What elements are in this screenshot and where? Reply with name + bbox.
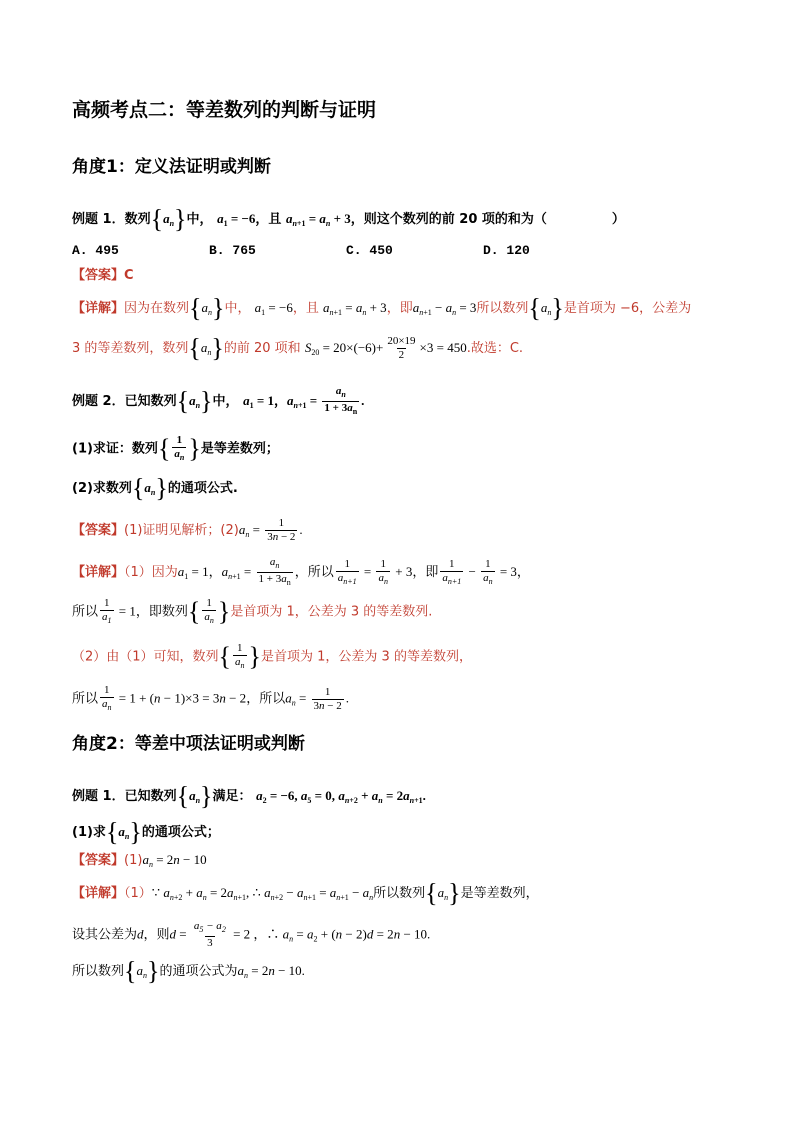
ex3-question: 例题 1．已知数列$\{a_n\}$满足： $a_2 = -6$, $a_5 = 0$, $a_{n+2} + a_n = 2a_{n+1}$. xyxy=(72,781,426,811)
ex1-option-a: A. 495 xyxy=(72,243,119,258)
ex2-label: 例题 2． xyxy=(72,394,125,409)
ex2-detail-line1: 【详解】（1）因为$a_1 = 1$，$a_{n+1}$ = $\frac{a_n}{1 + 3a_n}$ ，所以 $\frac{1}{a_{n+1}}$ = $\frac{1}{a_n}$ + 3，即 $\frac{1}{a_{n+1}}$ − $\frac{1}{a_n}$ = 3， xyxy=(72,556,530,587)
ex1-detail-line1: 【详解】因为在数列$\{a_n\}$中， $a_1 = -6$，且 $a_{n+1} = a_n + 3$，即$a_{n+1} - a_n = 3$所以数列$\{a_n\}$是首项为 −6，公差为 xyxy=(72,293,692,323)
ex1-option-b: B. 765 xyxy=(209,243,256,258)
angle1-title: 角度1：定义法证明或判断 xyxy=(72,157,271,177)
ex3-detail-line1: 【详解】（1）∵ $a_{n+2} + a_n = 2a_{n+1}$, ∴ $a_{n+2} - a_{n+1} = a_{n+1} - a_n$所以数列$\{a_n\}$是等差数列， xyxy=(72,878,539,908)
detail-tag: 【详解】 xyxy=(72,301,125,316)
ex2-detail-line2: 所以 $\frac{1}{a_1}$ = 1，即数列{ $\frac{1}{a_n}$ }是首项为 1，公差为 3 的等差数列. xyxy=(72,597,433,626)
ex1-question: 例题 1．数列$\{a_n\}$中， $a_1 = -6$，且 $a_{n+1} = a_n + 3$，则这个数列的前 20 项的和为（ ） xyxy=(72,204,625,234)
ex3-label: 例题 1． xyxy=(72,789,125,804)
ex3-part1: (1)求$\{a_n\}$的通项公式； xyxy=(72,817,220,847)
ex2-question: 例题 2．已知数列$\{a_n\}$中， $a_1 = 1$，$a_{n+1}$ = $\frac{a_n}{1 + 3a_n}$ . xyxy=(72,385,365,416)
angle2-title: 角度2：等差中项法证明或判断 xyxy=(72,734,305,754)
ex1-option-d: D. 120 xyxy=(483,243,530,258)
ex2-part2: (2)求数列$\{a_n\}$的通项公式. xyxy=(72,473,238,503)
ex2-part1: (1)求证：数列{ $\frac{1}{a_n}$ }是等差数列； xyxy=(72,434,279,463)
ex3-detail-line3: 所以数列$\{a_n\}$的通项公式为$a_n = 2n - 10$. xyxy=(72,956,305,986)
ex2-detail-line4: 所以 $\frac{1}{a_n}$ = 1 + (n − 1)×3 = 3n − 2，所以$a_n$ = $\frac{1}{3n - 2}$ . xyxy=(72,684,350,712)
ex1-answer: 【答案】C xyxy=(72,268,134,283)
ex1-options xyxy=(72,241,620,261)
ex3-answer: 【答案】$(1)a_n = 2n - 10$ xyxy=(72,852,207,869)
ex1-detail-line2: 3 的等差数列，数列$\{a_n\}$的前 20 项和 $S_{20} = 20\times(-6)+$ $\frac{20\times 19}{2}$ ×3 = 450.故选：C. xyxy=(72,333,524,363)
ex1-label: 例题 1． xyxy=(72,212,125,227)
ex2-detail-line3: （2）由（1）可知，数列{ $\frac{1}{a_n}$ }是首项为 1，公差为 3 的等差数列， xyxy=(72,642,472,671)
ex3-detail-line2: 设其公差为d，则d = $\frac{a_5 - a_2}{3}$ = 2 ，∴ $a_n = a_2 + (n - 2)d = 2n - 10$. xyxy=(72,920,431,949)
ex1-option-c: C. 450 xyxy=(346,243,393,258)
page-heading: 高频考点二：等差数列的判断与证明 xyxy=(72,99,377,121)
ex2-answer: 【答案】(1)证明见解析；$(2)a_n$ = $\frac{1}{3n - 2}$ . xyxy=(72,517,303,543)
answer-tag: 【答案】 xyxy=(72,268,125,283)
